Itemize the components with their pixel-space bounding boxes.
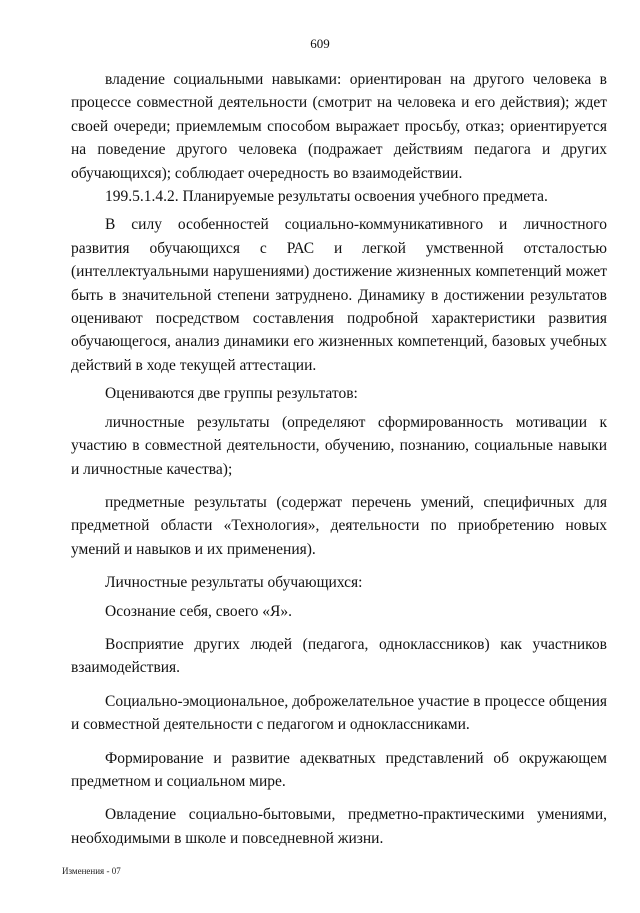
footer-revision: Изменения - 07 [62, 866, 121, 876]
document-body [71, 68, 607, 850]
section-heading: 199.5.1.4.2. Планируемые результаты освоения учебного предмета. [105, 188, 548, 206]
page-number: 609 [310, 36, 330, 51]
paragraph-subject-results: предметные результаты (содержат перечень умений, специфичных для предметной области «Технология», деятельности по приобретению новых умений и навыков и их применения). [71, 493, 607, 558]
paragraph-personal-results-heading: Личностные результаты обучающихся: [105, 574, 363, 592]
list-item-perception: Восприятие других людей (педагога, одноклассников) как участников взаимодействия. [71, 635, 607, 677]
paragraph-social-skills: владение социальными навыками: ориентирован на другого человека в процессе совместной деятельности (смотрит на человека и его действия); ждет своей очереди; приемлемым способом выражает просьбу, отказ; ориентируется на поведение другого человека (подражает действиям педагога и других обучающихся); соблюдает очередность во взаимодействии. [71, 71, 607, 182]
paragraph-personal-results: личностные результаты (определяют сформированность мотивации к участию в совместной деятельности, обучению, познанию, социальные навыки и личностные качества); [71, 413, 607, 478]
paragraph-development: В силу особенностей социально-коммуникативного и личностного развития обучающихся с РАС и легкой умственной отсталостью (интеллектуальными нарушениями) достижение жизненных компетенций может быть в значительной степени затруднено. Динамику в достижении результатов оценивают посредством составления подробной характеристики развития обучающегося, анализ динамики его жизненных компетенций, базовых учебных действий в ходе текущей аттестации. [71, 216, 607, 374]
list-item-participation: Социально-эмоциональное, доброжелательное участие в процессе общения и совместной деятельности с педагогом и одноклассниками. [71, 692, 607, 734]
paragraph-two-groups: Оцениваются две группы результатов: [105, 385, 358, 403]
list-item-skills: Овладение социально-бытовыми, предметно-практическими умениями, необходимыми в школе и повседневной жизни. [71, 806, 607, 847]
list-item-self-awareness: Осознание себя, своего «Я». [105, 602, 293, 620]
list-item-representations: Формирование и развитие адекватных представлений об окружающем предметном и социальном мире. [71, 749, 607, 790]
